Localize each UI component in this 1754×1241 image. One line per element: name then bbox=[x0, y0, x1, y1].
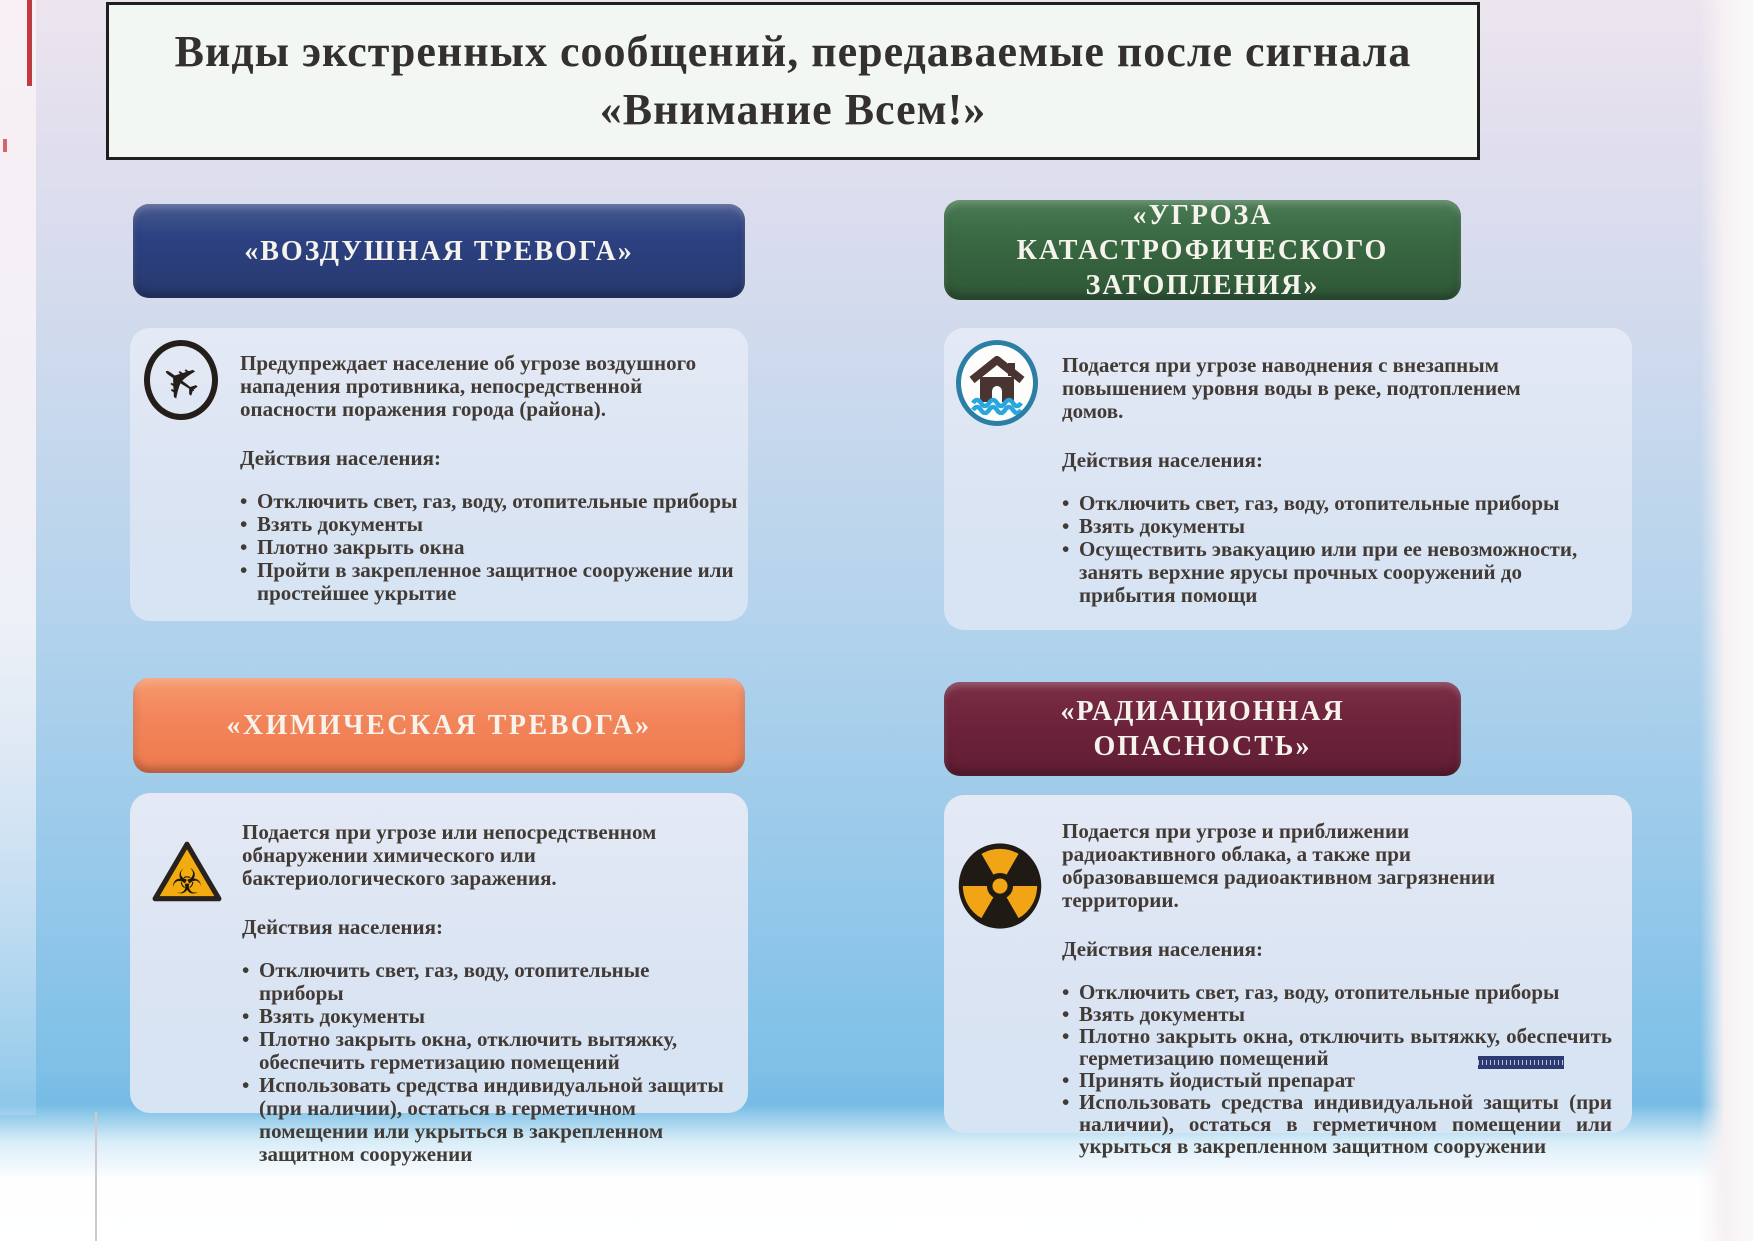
flood-description: Подается при угрозе наводнения с внезапным повышением уровня воды в реке, подтоплением домов. bbox=[1062, 353, 1521, 423]
scan-artifact-line bbox=[95, 1112, 97, 1241]
page-title-line2: «Внимание Всем!» bbox=[599, 85, 987, 134]
list-item: • Взять документы bbox=[242, 1005, 737, 1028]
flood-header: «УГРОЗА КАТАСТРОФИЧЕСКОГО ЗАТОПЛЕНИЯ» bbox=[944, 200, 1461, 300]
radiation-card bbox=[944, 795, 1632, 1158]
flooded-house-icon bbox=[956, 340, 1038, 426]
air-raid-description: Предупреждает население об угрозе воздушного нападения противника, непосредственной опасности поражения города (района). bbox=[240, 351, 697, 421]
radiation-description: Подается при угрозе и приближении радиоактивного облака, а также при образовавшемся радиоактивном загрязнении территории. bbox=[1062, 819, 1496, 912]
watermark bbox=[1478, 1056, 1564, 1069]
page-title-line1: Виды экстренных сообщений, передаваемые после сигнала bbox=[174, 26, 1412, 76]
actions-label: Действия населения: bbox=[242, 915, 443, 939]
chemical-header: «ХИМИЧЕСКАЯ ТРЕВОГА» bbox=[133, 678, 745, 773]
chemical-description: Подается при угрозе или непосредственном обнаружении химического или бактериологического заражения. bbox=[242, 820, 657, 890]
list-item: • Отключить свет, газ, воду, отопительные приборы bbox=[1062, 981, 1612, 1003]
flood-card bbox=[944, 328, 1632, 630]
radiation-actions-list bbox=[1062, 981, 1612, 1157]
list-item: • Принять йодистый препарат bbox=[1062, 1069, 1612, 1091]
air-raid-card bbox=[130, 328, 748, 621]
list-item: • Использовать средства индивидуальной защиты (при наличии), остаться в герметичном помещении или укрыться в закрепленном защитном сооружении bbox=[1062, 1091, 1612, 1157]
scan-artifact-red-dash bbox=[3, 139, 7, 152]
air-raid-actions-list bbox=[240, 490, 742, 605]
flood-actions-list bbox=[1062, 492, 1612, 607]
list-item: • Отключить свет, газ, воду, отопительные приборы bbox=[1062, 492, 1612, 515]
scan-right-margin bbox=[1700, 0, 1754, 1241]
actions-label: Действия населения: bbox=[1062, 448, 1263, 472]
list-item: • Взять документы bbox=[240, 513, 742, 536]
list-item: • Плотно закрыть окна bbox=[240, 536, 742, 559]
biohazard-icon bbox=[150, 839, 224, 910]
chemical-card bbox=[130, 793, 748, 1166]
chemical-actions-list bbox=[242, 959, 737, 1166]
scan-left-margin bbox=[0, 0, 36, 1115]
list-item: • Плотно закрыть окна, отключить вытяжку, обеспечить герметизацию помещений bbox=[1062, 1025, 1612, 1069]
list-item: • Взять документы bbox=[1062, 515, 1612, 538]
list-item: • Взять документы bbox=[1062, 1003, 1612, 1025]
actions-label: Действия населения: bbox=[1062, 937, 1263, 961]
list-item: • Отключить свет, газ, воду, отопительные приборы bbox=[242, 959, 737, 1005]
radiation-icon bbox=[956, 841, 1044, 936]
list-item: • Пройти в закрепленное защитное сооружение или простейшее укрытие bbox=[240, 559, 742, 605]
actions-label: Действия населения: bbox=[240, 446, 441, 470]
poster-title-box bbox=[106, 2, 1480, 160]
list-item: • Плотно закрыть окна, отключить вытяжку, обеспечить герметизацию помещений bbox=[242, 1028, 737, 1074]
fighter-jet-icon: ✈ bbox=[144, 340, 218, 420]
list-item: • Использовать средства индивидуальной защиты (при наличии), остаться в герметичном помещении или укрыться в закрепленном защитном сооружении bbox=[242, 1074, 737, 1166]
scan-artifact-red-mark bbox=[27, 0, 32, 86]
list-item: • Осуществить эвакуацию или при ее невозможности, занять верхние ярусы прочных сооружений до прибытия помощи bbox=[1062, 538, 1612, 607]
radiation-header: «РАДИАЦИОННАЯ ОПАСНОСТЬ» bbox=[944, 682, 1461, 776]
list-item: • Отключить свет, газ, воду, отопительные приборы bbox=[240, 490, 742, 513]
svg-text:☣: ☣ bbox=[171, 862, 203, 903]
air-raid-header: «ВОЗДУШНАЯ ТРЕВОГА» bbox=[133, 204, 745, 298]
